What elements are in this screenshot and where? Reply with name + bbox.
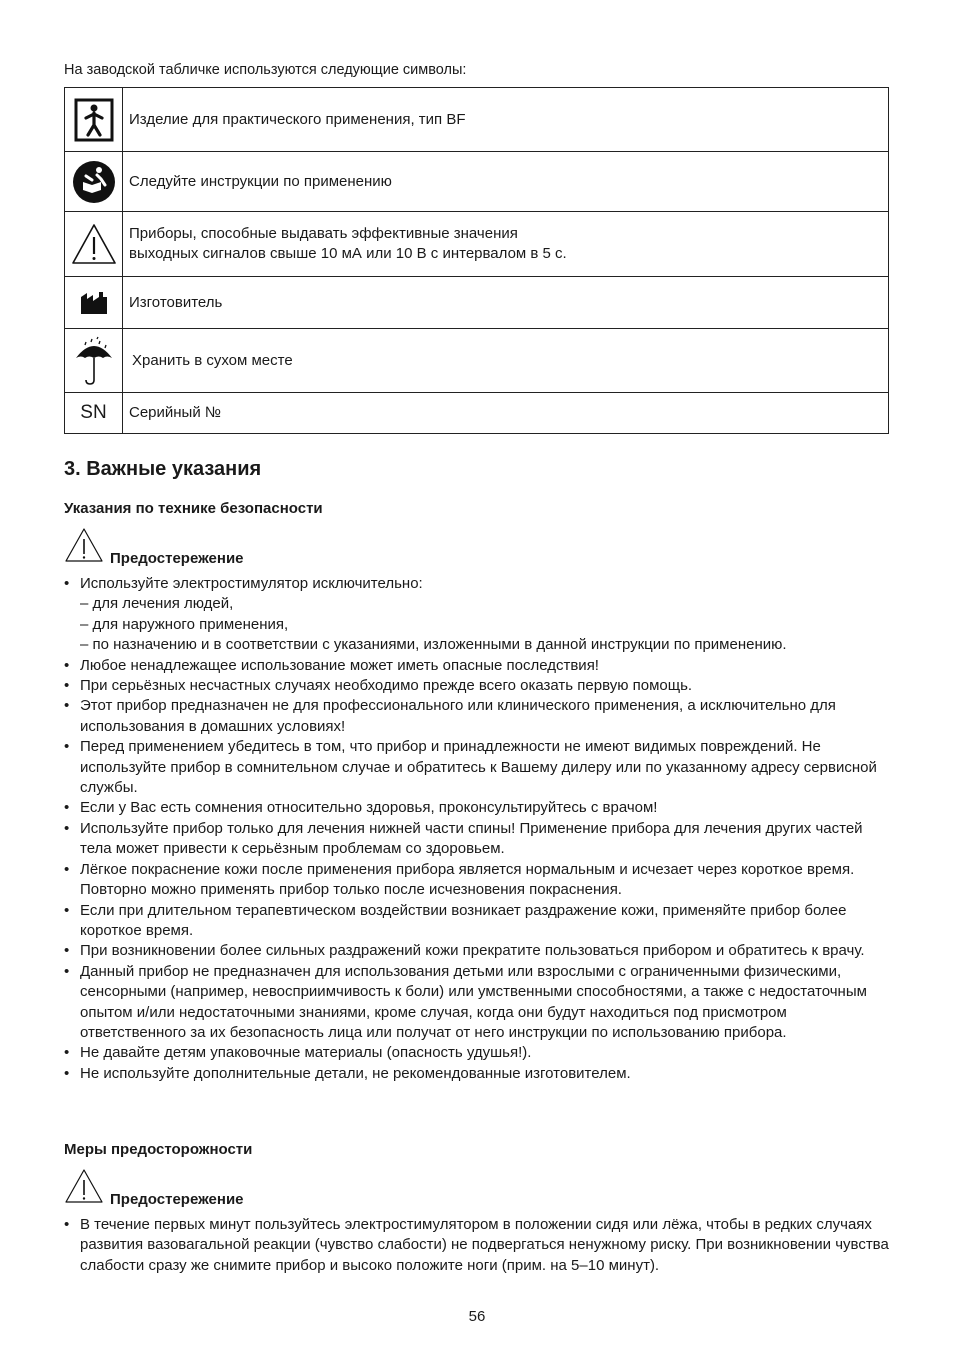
list-item-text: В течение первых минут пользуйтесь электростимулятором в положении сидя или лёжа, чтобы в редких случаях развития вазовагальной реакции (чувство слабости) не подвергаться ненужному риску. При возникновении чувства слабости сразу же снимите прибор и высоко положите ноги (прим. на 5–10 минут). xyxy=(80,1216,889,1274)
list-item xyxy=(64,696,894,737)
warning-label: Предостережение xyxy=(110,550,244,567)
list-item xyxy=(64,1043,894,1063)
list-item xyxy=(64,676,894,696)
safety-list xyxy=(64,574,894,1084)
list-item-text: При возникновении более сильных раздражений кожи прекратите пользоваться прибором и обратитесь к врачу. xyxy=(80,942,865,960)
list-item xyxy=(64,656,894,676)
list-item-text: Данный прибор не предназначен для использования детьми или взрослыми с ограниченными физическими, сенсорными (например, невосприимчивость к боли) или умственными способностями, а также с недостаточным опытом и/или недостаточными знаниями, кроме случая, когда они будут находиться под присмотром ответственного за их безопасность лица или получат от него инструкции по использованию прибора. xyxy=(80,962,867,1041)
symbol-row xyxy=(65,212,889,277)
list-item-text: Используйте электростимулятор исключительно: xyxy=(80,575,423,592)
list-item xyxy=(64,962,894,1044)
symbol-row xyxy=(65,277,889,329)
symbol-description-line: Приборы, способные выдавать эффективные значения xyxy=(129,225,518,242)
symbol-row xyxy=(65,152,889,212)
list-item-text: Если у Вас есть сомнения относительно здоровья, проконсультируйтесь с врачом! xyxy=(80,799,658,817)
list-sub-item: – для лечения людей, xyxy=(80,595,234,613)
list-item xyxy=(64,819,894,860)
list-item-text: При серьёзных несчастных случаях необходимо прежде всего оказать первую помощь. xyxy=(80,677,693,695)
list-item xyxy=(64,1215,894,1276)
symbol-description-line: выходных сигналов свыше 10 мА или 10 В с интервалом в 5 с. xyxy=(129,245,567,262)
symbols-table xyxy=(64,87,889,434)
intro-text: На заводской табличке используются следующие символы: xyxy=(64,62,467,78)
manufacturer-icon xyxy=(80,291,108,315)
list-item-text: Перед применением убедитесь в том, что прибор и принадлежности не имеют видимых повреждений. Не используйте прибор в сомнительном случае и обратитесь к Вашему дилеру или по указанному адресу сервисной службы. xyxy=(80,738,877,797)
precaution-list xyxy=(64,1215,894,1276)
list-sub-item: – для наружного применения, xyxy=(80,615,289,633)
symbol-row xyxy=(65,329,889,393)
warning-triangle-icon xyxy=(64,1168,104,1204)
list-item-text: Не используйте дополнительные детали, не рекомендованные изготовителем. xyxy=(80,1064,631,1082)
list-item xyxy=(64,737,894,798)
symbol-description: Следуйте инструкции по применению xyxy=(129,172,392,190)
bf-applied-part-icon xyxy=(74,98,114,142)
list-item-text: Любое ненадлежащее использование может иметь опасные последствия! xyxy=(80,656,599,674)
list-sub-item: – по назначению и в соответствии с указаниями, изложенными в данной инструкции по применению. xyxy=(80,636,787,654)
list-item xyxy=(64,798,894,818)
list-item xyxy=(64,901,894,942)
list-item xyxy=(64,574,894,656)
keep-dry-umbrella-icon xyxy=(72,336,116,386)
warning-triangle-icon xyxy=(71,222,117,266)
symbol-description: Изделие для практического применения, тип BF xyxy=(129,110,466,128)
list-item xyxy=(64,941,894,961)
follow-instructions-icon xyxy=(72,160,116,204)
list-item-text: Лёгкое покраснение кожи после применения прибора является нормальным и исчезает через короткое время. Повторно можно применять прибор только после исчезновения покраснения. xyxy=(80,860,855,899)
symbol-row xyxy=(65,88,889,152)
list-item xyxy=(64,860,894,901)
list-item-text: Не давайте детям упаковочные материалы (опасность удушья!). xyxy=(80,1044,532,1062)
warning-triangle-icon xyxy=(64,527,104,563)
precautions-heading: Меры предосторожности xyxy=(64,1141,253,1158)
serial-number-icon: SN xyxy=(80,402,107,423)
list-item-text: Этот прибор предназначен не для профессионального или клинического применения, а исключительно для использования в домашних условиях! xyxy=(80,697,836,735)
warning-label: Предостережение xyxy=(110,1191,244,1208)
page-number: 56 xyxy=(468,1308,486,1325)
symbol-description: Изготовитель xyxy=(129,293,223,311)
safety-heading: Указания по технике безопасности xyxy=(64,500,323,517)
symbol-description: Серийный № xyxy=(129,404,221,421)
list-item-text: Используйте прибор только для лечения нижней части спины! Применение прибора для лечения других частей тела может привести к серьёзным проблемам со здоровьем. xyxy=(80,819,863,858)
symbol-description: Хранить в сухом месте xyxy=(132,351,293,369)
symbol-row xyxy=(65,393,889,434)
section-title: 3. Важные указания xyxy=(64,458,262,480)
list-item-text: Если при длительном терапевтическом воздействии возникает раздражение кожи, применяйте прибор более короткое время. xyxy=(80,901,847,939)
list-item xyxy=(64,1064,894,1084)
